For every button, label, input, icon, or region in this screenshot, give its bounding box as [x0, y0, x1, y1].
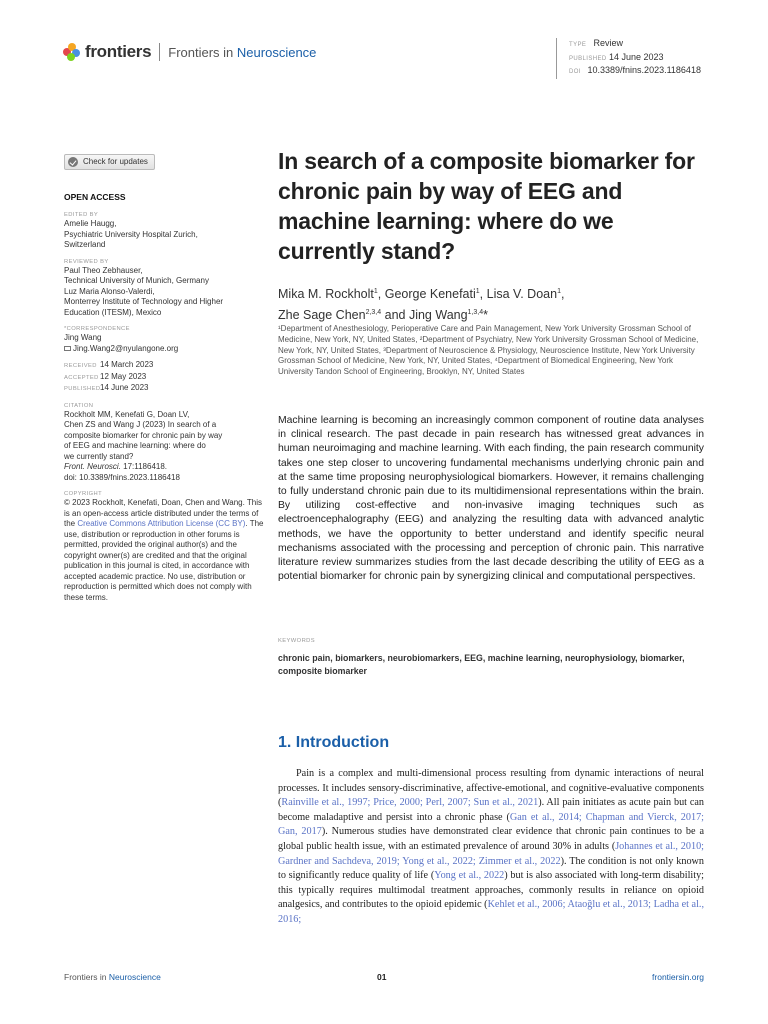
section-heading-introduction: 1. Introduction: [278, 734, 390, 751]
footer-journal-name: Neuroscience: [108, 972, 161, 982]
edited-by-label: EDITED BY: [64, 212, 99, 218]
editor-info: [64, 219, 264, 251]
citation-journal: Front. Neurosci.: [64, 462, 121, 471]
paragraph-text: ). All pain initiates as acute pain but can become maladaptive and persist into a chronic phase (: [278, 797, 704, 823]
abstract: Machine learning is becoming an increasingly common component of routine data analyses in clinical research. The past decade in pain research has witnessed great advances in human neuroimaging and machine learning. With each finding, the pain research community takes one step closer to uncovering fundamental mechanisms underlying chronic pain and at the same time proposing neurophysiological biomarkers. However, it remains challenging to fully understand chronic pain due to its multidimensional representations within the brain. By utilizing cost-effective and non-invasive imaging techniques such as electroencephalography (EEG) and analyzing the resulting data with advanced analytic methods, we have the opportunity to better understand and identify specific neural mechanisms associated with the processing and perception of chronic pain. This narrative literature review summarizes studies from the last decade describing the utility of EEG as a potential biomarker for chronic pain by synergizing clinical and computational perspectives.: [278, 415, 704, 583]
citation-line: we currently stand?: [64, 451, 134, 461]
citation: [64, 410, 264, 484]
received-label: RECEIVED: [64, 363, 97, 369]
citation-line: Rockholt MM, Kenefati G, Doan LV,: [64, 409, 190, 419]
copyright-part: © 2023 Rockholt, Kenefati, Doan, Chen and Wang. This is an open-access article distributed under the terms of the: [64, 498, 263, 528]
author-affil-sup: 1: [475, 288, 480, 295]
author-separator: ,: [377, 287, 385, 302]
correspondence-name: Jing Wang: [64, 333, 102, 342]
journal-prefix: Frontiers in: [168, 44, 234, 60]
keywords-label: KEYWORDS: [278, 638, 316, 644]
copyright-text: [64, 498, 264, 603]
envelope-icon: [64, 346, 71, 351]
author-separator: and: [381, 307, 409, 322]
article-meta: [556, 38, 701, 79]
author-name[interactable]: Jing Wang: [408, 307, 468, 322]
correspondence-label: *CORRESPONDENCE: [64, 326, 130, 332]
footer-site-link[interactable]: frontiersin.org: [652, 972, 704, 982]
footer-journal-prefix: Frontiers in: [64, 972, 109, 982]
published-value: 14 June 2023: [609, 51, 664, 62]
citation-line: Chen ZS and Wang J (2023) In search of a: [64, 420, 217, 429]
author-separator: ,: [560, 287, 565, 302]
reviewer-affil: Education (ITESM), Mexico: [64, 307, 162, 317]
editor-affil: Psychiatric University Hospital Zurich,: [64, 229, 198, 239]
citation-link[interactable]: Yong et al., 2022: [434, 870, 505, 882]
paragraph-text: ) but is also associated with long-term disability; this typically requires multimodal treatment approaches, commonly results in reliance on opioid analgesics, and contributes to the opioid epidemic (: [278, 870, 705, 911]
accepted-date: 12 May 2023: [100, 371, 147, 381]
author-name[interactable]: Lisa V. Doan: [486, 287, 558, 302]
keywords: chronic pain, biomarkers, neurobiomarkers, EEG, machine learning, neurophysiology, biomarker, composite biomarker: [278, 653, 685, 676]
citation-link[interactable]: Rainville et al., 1997; Price, 2000; Perl, 2007; Sun et al., 2021: [281, 797, 539, 809]
author-separator: *: [483, 307, 488, 322]
paragraph-text: ). Numerous studies have demonstrated clear evidence that chronic pain continues to be a global public health issue, with an estimated prevalence of around 30% in adults (: [278, 826, 704, 852]
type-value: Review: [593, 38, 624, 48]
editor-country: Switzerland: [64, 240, 106, 249]
sidebar: [64, 154, 264, 603]
copyright-label: COPYRIGHT: [64, 491, 103, 497]
author-affil-sup: 1: [557, 288, 561, 295]
frontiers-logo[interactable]: [63, 42, 316, 62]
reviewers-info: [64, 266, 264, 319]
correspondence-email[interactable]: Jing.Wang2@nyulangone.org: [73, 343, 179, 353]
reviewer-name: Luz Maria Alonso-Valerdi,: [64, 286, 155, 296]
author-affil-sup: 1: [373, 288, 378, 295]
author-name[interactable]: Mika M. Rockholt: [278, 287, 374, 302]
dates: [64, 360, 264, 395]
author-name[interactable]: Zhe Sage Chen: [278, 307, 366, 322]
copyright-part: . The use, distribution or reproduction in other forums is permitted, provided the original author(s) and the copyright owner(s) are credited and that the original publication in this journal is cited, in accordance with accepted academic practice. No use, distribution or reproduction is permitted which does not comply with these terms.: [64, 519, 264, 602]
footer-journal[interactable]: [64, 972, 161, 982]
article-title: In search of a composite biomarker for chronic pain by way of EEG and machine learning: where do we currently stand?: [278, 148, 695, 264]
published-date: 14 June 2023: [100, 383, 149, 392]
correspondence-email-row[interactable]: [64, 344, 264, 355]
citation-line: composite biomarker for chronic pain by way: [64, 430, 223, 440]
journal-title[interactable]: [168, 45, 316, 60]
header-divider: [159, 43, 160, 61]
reviewer-name: Paul Theo Zebhauser,: [64, 265, 143, 275]
frontiers-logo-icon: [63, 43, 81, 61]
published-label: PUBLISHED: [64, 386, 101, 392]
doi-value[interactable]: 10.3389/fnins.2023.1186418: [587, 65, 701, 75]
check-updates-button[interactable]: [64, 154, 155, 170]
type-label: TYPE: [569, 42, 587, 48]
published-label: PUBLISHED: [569, 55, 607, 62]
check-icon: [68, 157, 78, 167]
citation-doi[interactable]: doi: 10.3389/fnins.2023.1186418: [64, 472, 180, 482]
reviewer-affil: Monterrey Institute of Technology and Higher: [64, 297, 224, 306]
journal-name: Neuroscience: [236, 44, 317, 60]
affiliations: ¹Department of Anesthesiology, Perioperative Care and Pain Management, New York University Grossman School of Medicine, New York, NY, United States, ²Department of Psychiatry, New York University Grossman School of Medicine, New York, NY, United States, ³Department of Neuroscience & Physiology, Neuroscience Institute, New York University Grossman School of Medicine, New York, NY, United States, ⁴Department of Biomedical Engineering, New York University Tandon School of Engineering, Brooklyn, NY, United States: [278, 324, 699, 377]
author-name[interactable]: George Kenefati: [384, 287, 476, 302]
citation-link[interactable]: Gan et al., 2014; Chapman and Vierck, 2017; Gan, 2017: [278, 811, 704, 838]
paragraph-text: ). The condition is not only known to significantly reduce quality of life (: [278, 855, 704, 882]
open-access-label: OPEN ACCESS: [64, 191, 126, 202]
accepted-label: ACCEPTED: [64, 374, 99, 381]
author-list: [278, 283, 708, 324]
author-affil-sup: 2,3,4: [365, 308, 382, 316]
brand-name: frontiers: [85, 42, 152, 61]
editor-name: Amelie Haugg,: [64, 219, 117, 228]
author-separator: ,: [479, 287, 487, 302]
author-affil-sup: 1,3,4: [467, 308, 484, 316]
citation-link[interactable]: Kehlet et al., 2006; Ataoğlu et al., 2013; Ladha et al., 2016;: [278, 899, 704, 925]
reviewer-affil: Technical University of Munich, Germany: [64, 276, 209, 285]
received-date: 14 March 2023: [100, 360, 154, 369]
check-updates-label: Check for updates: [83, 156, 148, 166]
paragraph-text: Pain is a complex and multi-dimensional process resulting from dynamic interactions of neural processes. It includes sensory-discriminative, affective-emotional, and cognitive-evaluative components (: [278, 768, 704, 809]
doi-label: DOI: [569, 69, 581, 75]
citation-link[interactable]: Johannes et al., 2010; Gardner and Sachdeva, 2019; Yong et al., 2022; Zimmer et al., 2022: [278, 840, 704, 867]
page-number: 01: [377, 972, 387, 982]
citation-line: of EEG and machine learning: where do: [64, 441, 206, 450]
reviewed-by-label: REVIEWED BY: [64, 258, 109, 265]
citation-volume: 17:1186418.: [120, 462, 168, 471]
cc-license-link[interactable]: Creative Commons Attribution License (CC BY): [77, 519, 246, 528]
citation-label: CITATION: [64, 402, 94, 409]
introduction-paragraph: [278, 767, 704, 928]
